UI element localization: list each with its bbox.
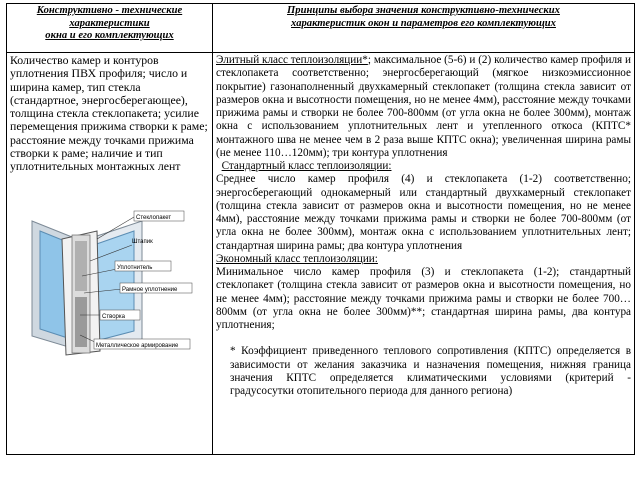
standard-class-title-line: [216, 160, 631, 173]
figure-label-reinforcement: Металлическое армирование: [96, 342, 179, 349]
figure-label-seal: Уплотнитель: [117, 264, 153, 271]
figure-label-sash: Створка: [102, 313, 125, 320]
window-profile-figure: [22, 201, 202, 361]
figure-label-bead: Штапик: [132, 238, 153, 245]
footnote-kpts: * Коэффициент приведенного теплового сопротивления (КПТС) определяется в зависимости от желания заказчика и назначения помещения, нижняя граница значения КПТС определяется климатическими условиями (критерий - градусосутки отопительного периода для данного региона): [230, 345, 631, 397]
elite-class-text: ; максимальное (5-6) и (2) количество камер профиля и стеклопакета соответственно; энергосберегающий (мягкое низкоэмиссионное покрытие) газонаполненный двухкамерный стеклопакет (толщина стекла зависит от размеров окна и высотности помещения, но не менее 4мм), расстояние между точками прижима рамы и створки не более 700-800мм (от угла окна не более 300мм), монтаж окна с использованием уплотнительных лент и утепленного откоса (КПТС* монтажного шва не менее чем в 2 раза выше КПТС окна); увеличенная ширина рамы (не менее 110…120мм); три контура уплотнения: [216, 54, 631, 159]
header-col1-line2: характеристики: [69, 17, 150, 29]
characteristics-cell: [7, 53, 213, 455]
figure-label-frame-seal: Рамное уплотнение: [122, 286, 178, 293]
elite-class-paragraph: [216, 54, 631, 160]
header-col1-line3: окна и его комплектующих: [45, 30, 174, 41]
header-col-principles: [213, 4, 635, 53]
characteristics-table: [6, 3, 635, 455]
header-col1-line1: Конструктивно - технические: [36, 5, 183, 16]
content-row: [7, 53, 635, 455]
header-row: [7, 4, 635, 53]
characteristics-text: Количество камер и контуров уплотнения ПВХ профиля; число и ширина камер, тип стекла (стандартное, энергосберегающее), толщина стекла стеклопакета; усилие перемещения прижима створки к раме; расстояние между точками прижима створки к раме; наличие и тип уплотнительных монтажных лент: [10, 53, 208, 174]
header-col2-line1: Принципы выбора значения конструктивно-технических: [287, 5, 560, 16]
economy-class-text: Минимальное число камер профиля (3) и стеклопакета (1-2); стандартный стеклопакет (толщина стекла зависит от размеров окна и высотности помещения, но не менее 4мм); расстояние между точками прижима рамы и створки не более 700…800мм (от угла окна не более 300мм)**; стандартная ширина рамы, два контура уплотнения;: [216, 266, 631, 331]
economy-class-title-line: [216, 253, 631, 266]
elite-class-title: Элитный класс теплоизоляции*: [216, 54, 368, 66]
standard-class-title: Стандартный класс теплоизоляции:: [221, 160, 392, 172]
header-col2-line2: характеристик окон и параметров его комплектующих: [291, 17, 556, 29]
economy-class-title: Экономный класс теплоизоляции:: [216, 252, 378, 265]
principles-cell: [213, 53, 635, 455]
header-col-characteristics: [7, 4, 213, 53]
standard-class-text: Среднее число камер профиля (4) и стеклопакета (1-2) соответственно; энергосберегающий однокамерный или стандартный двухкамерный стеклопакет (толщина стекла зависит от размеров окна и высотности помещения, но не менее 4мм), расстояние между точками прижима рамы и створки не более 700-800мм (от угла окна не более 300мм), монтаж окна с использованием уплотнительных лент; стандартная ширина рамы; два контура уплотнения: [216, 173, 631, 252]
figure-label-glass-unit: Стеклопакет: [136, 214, 172, 221]
